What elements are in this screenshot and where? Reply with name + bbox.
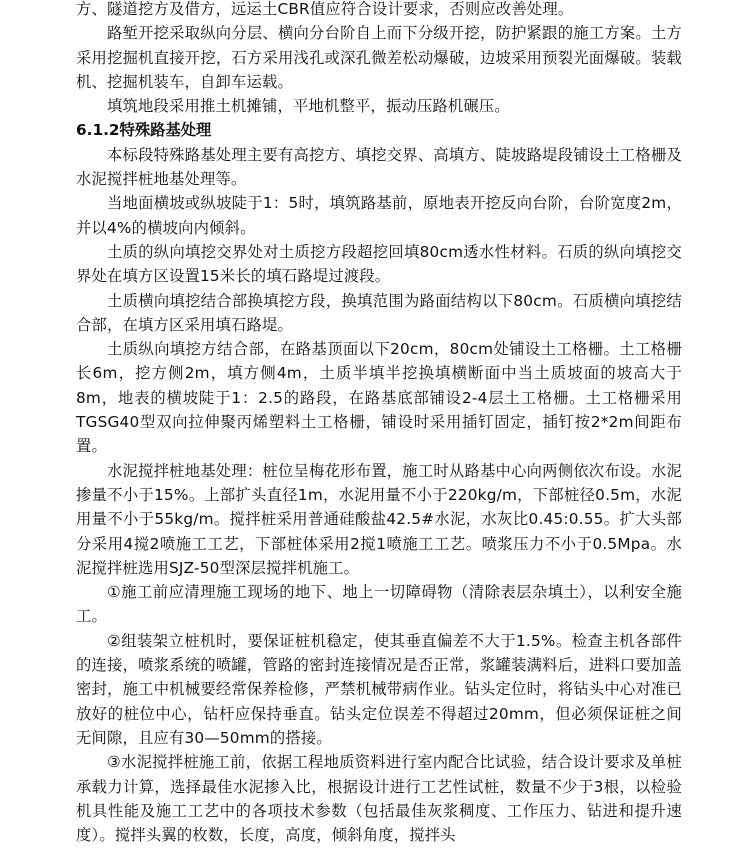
paragraph-fill-section: 填筑地段采用推土机摊铺，平地机整平，振动压路机碾压。 — [107, 97, 510, 116]
paragraph-longitudinal-junction: 土质的纵向填挖交界处对土质挖方段超挖回填80cm透水性材料。石质的纵向填挖交界处在填方区设置15米长的填石路堤过渡段。 — [76, 242, 682, 286]
list-item-1: ①施工前应清理施工现场的地下、地上一切障碍物（清除表层杂填土），以利安全施工。 — [76, 583, 682, 626]
paragraph-continuation: 方、隧道挖方及借方，远运土CBR值应符合设计要求，否则应改善处理。 — [76, 0, 574, 18]
list-item-2: ②组装架立桩机时，要保证桩机稳定，使其垂直偏差不大于1.5%。检查主机各部件的连接，喷浆系统的喷罐，管路的密封连接情况是否正常，浆罐装满料后，进料口要加盖密封，施工中机械要经常保养检修，严禁机械带病作业。钻头定位时，将钻头中心对准已放好的桩位中心，钻杆应保持垂直。钻头定位误差不得超过20mm，但必须保证桩之间无间隙，且应有30—50mm的搭接。 — [76, 631, 682, 747]
paragraph-mixing-pile: 水泥搅拌桩地基处理：桩位呈梅花形布置，施工时从路基中心向两侧依次布设。水泥掺量不小于15%。上部扩头直径1m，水泥用量不小于220kg/m，下部桩径0.5m，水泥用量不小于55kg/m。搅拌桩采用普通硅酸盐42.5#水泥，水灰比0.45:0.55。扩大头部分采用4搅2喷施工工艺，下部桩体采用2搅1喷施工工艺。喷浆压力不小于0.5Mpa。水泥搅拌桩选用SJZ-50型深层搅拌机施工。 — [76, 461, 682, 577]
paragraph-geogrid: 土质纵向填挖方结合部，在路基顶面以下20cm，80cm处铺设土工格栅。土工格栅长6m，挖方侧2m，填方侧4m，土质半填半挖换填横断面中当土质坡面的坡高大于8m，地表的横坡陡于1：2.5的路段，在路基底部铺设2-4层土工格栅。土工格栅采用TGSG40型双向拉伸聚丙烯塑料土工格栅，铺设时采用插钉固定，插钉按2*2m间距布置。 — [76, 340, 682, 456]
paragraph-overview: 本标段特殊路基处理主要有高挖方、填挖交界、高填方、陡坡路堤段铺设土工格栅及水泥搅拌桩地基处理等。 — [76, 145, 682, 189]
paragraph-cut-excavation: 路堑开挖采取纵向分层、横向分台阶自上而下分级开挖，防护紧跟的施工方案。土方采用挖掘机直接开挖，石方采用浅孔或深孔微差松动爆破，边坡采用预裂光面爆破。装载机、挖掘机装车，自卸车运载。 — [76, 24, 682, 91]
list-item-3: ③水泥搅拌桩施工前，依据工程地质资料进行室内配合比试验，结合设计要求及单桩承载力计算，选择最佳水泥掺入比，根据设计进行工艺性试桩，数量不少于3根，以检验机具性能及施工工艺中的各项技术参数（包括最佳灰浆稠度、工作压力、钻进和提升速度）。搅拌头翼的枚数，长度，高度，倾斜角度，搅拌头 — [76, 753, 682, 845]
paragraph-transverse-junction: 土质横向填挖结合部换填挖方段，换填范围为路面结构以下80cm。石质横向填挖结合部，在填方区采用填石路堤。 — [76, 291, 682, 334]
paragraph-steps: 当地面横坡或纵坡陡于1：5时，填筑路基前，原地表开挖反向台阶，台阶宽度2m，并以4%的横坡向内倾斜。 — [76, 194, 682, 237]
document-page — [76, 0, 682, 847]
section-heading: 6.1.2特殊路基处理 — [76, 121, 212, 140]
